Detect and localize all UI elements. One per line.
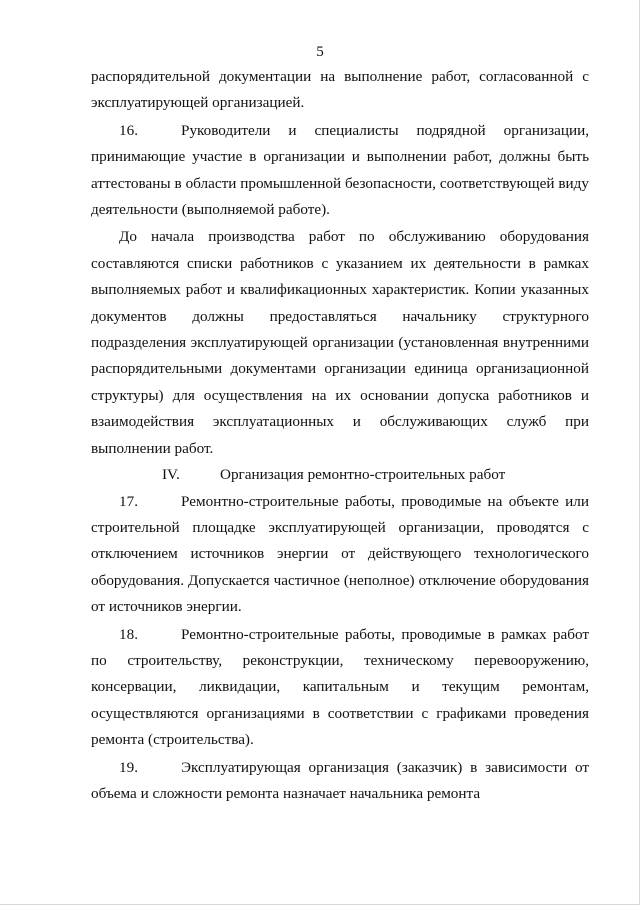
paragraph-17 xyxy=(91,489,589,621)
paragraph-text: Ремонтно-строительные работы, проводимые на объекте или строительной площадке эксплуатирующей организации, проводятся с отключением источников энергии от действующего технологического оборудования. Допускается частичное (неполное) отключение оборудования от источников энергии. xyxy=(91,492,589,616)
paragraph-continuation: распорядительной документации на выполнение работ, согласованной с эксплуатирующей организацией. xyxy=(91,68,589,112)
paragraph-18 xyxy=(91,622,589,754)
paragraph-number: 16. xyxy=(119,121,138,139)
section-heading xyxy=(91,462,589,488)
paragraph-number: 19. xyxy=(119,758,138,776)
paragraph-number: 17. xyxy=(119,492,138,510)
section-title: Организация ремонтно-строительных работ xyxy=(220,466,506,484)
paragraph-text: Руководители и специалисты подрядной организации, принимающие участие в организации и выполнении работ, должны быть аттестованы в области промышленной безопасности, соответствующей виду деятельности (выполняемой работе). xyxy=(91,121,589,219)
paragraph-text: Ремонтно-строительные работы, проводимые в рамках работ по строительству, реконструкции, техническому перевооружению, консервации, ликвидации, капитальным и текущим ремонтам, осуществляются организациями в соответствии с графиками проведения ремонта (строительства). xyxy=(91,625,589,749)
section-number: IV. xyxy=(162,466,180,484)
document-body xyxy=(91,64,589,807)
paragraph-16 xyxy=(91,118,589,224)
paragraph-19 xyxy=(91,755,589,808)
paragraph-16-continued: До начала производства работ по обслуживанию оборудования составляются списки работников с указанием их деятельности в рамках выполняемых работ и квалификационных характеристик. Копии указанных документов должны предоставляться начальнику структурного подразделения эксплуатирующей организации (установленная внутренними распорядительными документами организации единица организационной структуры) для осуществления на их основании допуска работников и взаимодействия эксплуатационных и обслуживающих служб при выполнении работ. xyxy=(91,228,589,457)
paragraph-number: 18. xyxy=(119,625,138,643)
paragraph-text: Эксплуатирующая организация (заказчик) в зависимости от объема и сложности ремонта назначает начальника ремонта xyxy=(91,758,589,802)
page-number: 5 xyxy=(316,44,324,60)
